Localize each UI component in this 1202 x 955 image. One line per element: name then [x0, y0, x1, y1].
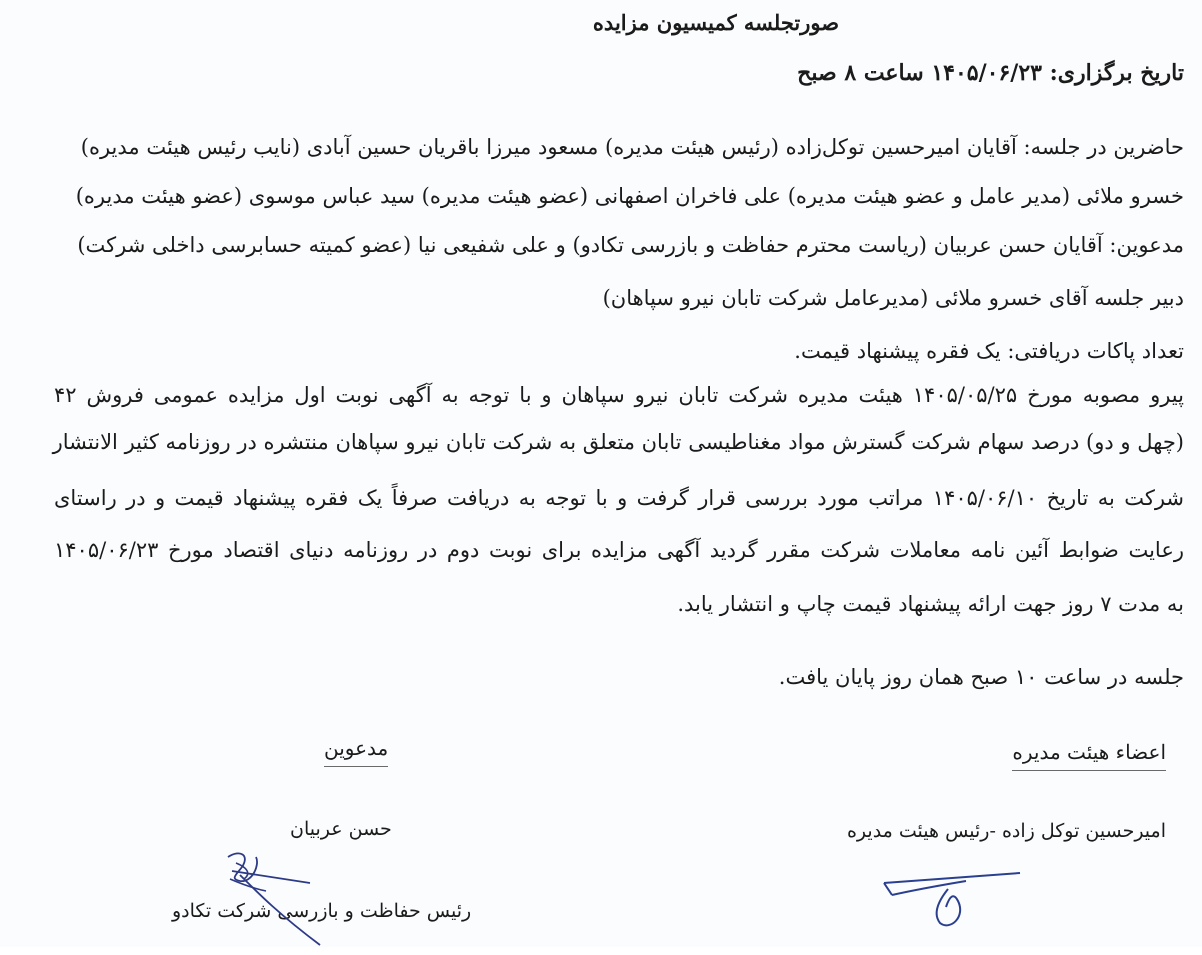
- secretary-line: دبیر جلسه آقای خسرو ملائی (مدیرعامل شرکت تابان نیرو سپاهان): [602, 286, 1184, 310]
- invitees-line: مدعوین: آقایان حسن عربیان (ریاست محترم حفاظت و بازرسی تکادو) و علی شفیعی نیا (عضو کمیته حسابرسی داخلی شرکت): [77, 233, 1184, 257]
- attendees-line-2: خسرو ملائی (مدیر عامل و عضو هیئت مدیره) علی فاخران اصفهانی (عضو هیئت مدیره) سید عباس موسوی (عضو هیئت مدیره): [75, 184, 1184, 208]
- invitees-signature-heading: مدعوین: [324, 736, 388, 767]
- document-title: صورتجلسه کمیسیون مزایده: [592, 10, 840, 35]
- board-signature-heading: اعضاء هیئت مدیره: [1012, 740, 1166, 771]
- body-line-2: (چهل و دو) درصد سهام شرکت گسترش مواد مغناطیسی تابان متعلق به شرکت تابان نیرو سپاهان منتشره در روزنامه کثیر الانتشار: [52, 430, 1184, 454]
- invitee-name: حسن عربیان: [290, 818, 392, 840]
- body-line-1: پیرو مصوبه مورخ ۱۴۰۵/۰۵/۲۵ هیئت مدیره شرکت تابان نیرو سپاهان و با توجه به آگهی نوبت اول مزایده عمومی فروش ۴۲: [54, 383, 1184, 407]
- board-chair-signature: [870, 865, 1030, 935]
- body-line-3: شرکت به تاریخ ۱۴۰۵/۰۶/۱۰ مراتب مورد بررسی قرار گرفت و با توجه به دریافت صرفاً یک فقره پیشنهاد قیمت و در راستای: [54, 486, 1185, 510]
- envelopes-count-line: تعداد پاکات دریافتی: یک فقره پیشنهاد قیمت.: [794, 339, 1184, 363]
- body-line-4: رعایت ضوابط آئین نامه معاملات شرکت مقرر گردید آگهی مزایده برای نوبت دوم در روزنامه دنیای اقتصاد مورخ ۱۴۰۵/۰۶/۲۳: [54, 538, 1184, 562]
- attendees-line-1: حاضرین در جلسه: آقایان امیرحسین توکل‌زاده (رئیس هیئت مدیره) مسعود میرزا باقریان حسین آبادی (نایب رئیس هیئت مدیره): [80, 135, 1184, 159]
- board-chair-name: امیرحسین توکل زاده -رئیس هیئت مدیره: [846, 820, 1166, 842]
- invitee-role: رئیس حفاظت و بازرسی شرکت تکادو: [172, 900, 472, 922]
- meeting-date: تاریخ برگزاری: ۱۴۰۵/۰۶/۲۳ ساعت ۸ صبح: [797, 60, 1184, 86]
- body-line-5: به مدت ۷ روز جهت ارائه پیشنهاد قیمت چاپ و انتشار یابد.: [677, 592, 1184, 616]
- invitee-signature: [200, 845, 380, 955]
- closing-line: جلسه در ساعت ۱۰ صبح همان روز پایان یافت.: [778, 665, 1184, 689]
